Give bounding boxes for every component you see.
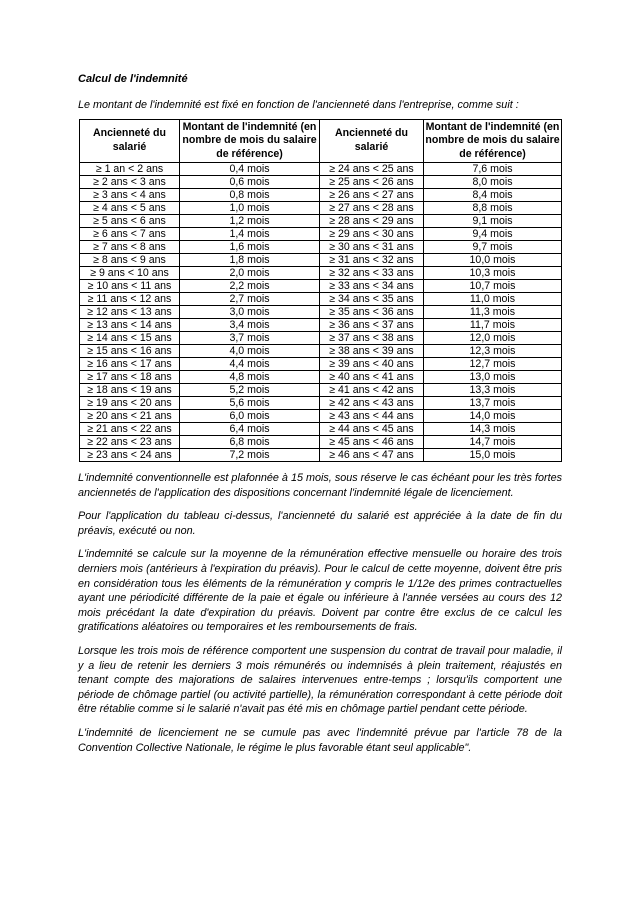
table-row [80,280,562,293]
seniority-cell: ≥ 24 ans < 25 ans [320,163,424,176]
amount-cell: 4,0 mois [180,345,320,358]
section-title: Calcul de l'indemnité [78,73,188,85]
seniority-cell: ≥ 15 ans < 16 ans [80,345,180,358]
body-paragraph: L'indemnité conventionnelle est plafonnée à 15 mois, sous réserve le cas échéant pour les très fortes anciennetés de l'application des dispositions concernant l'indemnité légale de licenciement. [78,472,562,499]
amount-cell: 12,3 mois [424,345,562,358]
seniority-cell: ≥ 37 ans < 38 ans [320,332,424,345]
seniority-cell: ≥ 38 ans < 39 ans [320,345,424,358]
amount-cell: 1,8 mois [180,254,320,267]
table-row [80,397,562,410]
table-row [80,293,562,306]
seniority-cell: ≥ 18 ans < 19 ans [80,384,180,397]
table-row [80,176,562,189]
seniority-cell: ≥ 31 ans < 32 ans [320,254,424,267]
header-amount-left: Montant de l'indemnité (en nombre de mois du salaire de référence) [180,119,320,163]
amount-cell: 3,4 mois [180,319,320,332]
header-seniority-left: Ancienneté du salarié [80,119,180,163]
seniority-cell: ≥ 4 ans < 5 ans [80,202,180,215]
body-paragraph: Pour l'application du tableau ci-dessus, l'ancienneté du salarié est appréciée à la date de fin du préavis, exécuté ou non. [78,510,562,537]
amount-cell: 6,8 mois [180,436,320,449]
table-header-row [80,119,562,163]
table-row [80,228,562,241]
table-row [80,358,562,371]
seniority-cell: ≥ 34 ans < 35 ans [320,293,424,306]
amount-cell: 11,0 mois [424,293,562,306]
amount-cell: 10,3 mois [424,267,562,280]
seniority-cell: ≥ 42 ans < 43 ans [320,397,424,410]
amount-cell: 1,0 mois [180,202,320,215]
body-paragraph: L'indemnité de licenciement ne se cumule pas avec l'indemnité prévue par l'article 78 de la Convention Collective Nationale, le régime le plus favorable étant seul applicable". [78,727,562,754]
table-row [80,241,562,254]
amount-cell: 12,7 mois [424,358,562,371]
amount-cell: 14,3 mois [424,423,562,436]
table-row [80,410,562,423]
amount-cell: 13,7 mois [424,397,562,410]
amount-cell: 7,6 mois [424,163,562,176]
seniority-cell: ≥ 36 ans < 37 ans [320,319,424,332]
amount-cell: 14,7 mois [424,436,562,449]
table-row [80,332,562,345]
seniority-cell: ≥ 17 ans < 18 ans [80,371,180,384]
header-amount-right: Montant de l'indemnité (en nombre de mois du salaire de référence) [424,119,562,163]
amount-cell: 5,6 mois [180,397,320,410]
seniority-cell: ≥ 41 ans < 42 ans [320,384,424,397]
amount-cell: 11,3 mois [424,306,562,319]
table-row [80,423,562,436]
seniority-cell: ≥ 45 ans < 46 ans [320,436,424,449]
seniority-cell: ≥ 13 ans < 14 ans [80,319,180,332]
table-row [80,163,562,176]
seniority-cell: ≥ 40 ans < 41 ans [320,371,424,384]
amount-cell: 2,0 mois [180,267,320,280]
seniority-cell: ≥ 28 ans < 29 ans [320,215,424,228]
table-row [80,254,562,267]
table-row [80,202,562,215]
amount-cell: 3,0 mois [180,306,320,319]
body-paragraph: L'indemnité se calcule sur la moyenne de la rémunération effective mensuelle ou horaire des trois derniers mois (antérieurs à l'expiration du préavis). Pour le calcul de cette moyenne, doivent être pris en considération tous les éléments de la rémunération y compris le 1/12e des primes contractuelles ayant une périodicité différente de la paie et égale ou inférieure à l'année versées au cours des 12 mois précédant la date d'expiration du préavis. Doivent par contre être exclus de ce calcul les gratifications aléatoires ou temporaires et les remboursements de frais. [78,548,562,634]
seniority-cell: ≥ 14 ans < 15 ans [80,332,180,345]
seniority-cell: ≥ 23 ans < 24 ans [80,449,180,462]
amount-cell: 1,4 mois [180,228,320,241]
seniority-cell: ≥ 19 ans < 20 ans [80,397,180,410]
table-body [80,163,562,462]
seniority-cell: ≥ 35 ans < 36 ans [320,306,424,319]
seniority-cell: ≥ 27 ans < 28 ans [320,202,424,215]
table-row [80,384,562,397]
seniority-cell: ≥ 5 ans < 6 ans [80,215,180,228]
seniority-cell: ≥ 7 ans < 8 ans [80,241,180,254]
seniority-cell: ≥ 12 ans < 13 ans [80,306,180,319]
table-row [80,189,562,202]
amount-cell: 12,0 mois [424,332,562,345]
amount-cell: 14,0 mois [424,410,562,423]
body-paragraph: Lorsque les trois mois de référence comportent une suspension du contrat de travail pour maladie, il y a lieu de retenir les derniers 3 mois rémunérés ou indemnisés à plein traitement, réajustés en tenant compte des majorations de salaires intervenues entre-temps ; lorsqu'ils comportent une période de chômage partiel (ou activité partielle), la rémunération correspondant à cette période doit être rétablie comme si le salarié n'avait pas été mis en chômage partiel pendant cette période. [78,645,562,716]
table-row [80,267,562,280]
seniority-cell: ≥ 10 ans < 11 ans [80,280,180,293]
amount-cell: 13,3 mois [424,384,562,397]
intro-paragraph: Le montant de l'indemnité est fixé en fonction de l'ancienneté dans l'entreprise, comme suit : [78,99,519,111]
header-seniority-right: Ancienneté du salarié [320,119,424,163]
amount-cell: 6,0 mois [180,410,320,423]
seniority-cell: ≥ 39 ans < 40 ans [320,358,424,371]
seniority-cell: ≥ 6 ans < 7 ans [80,228,180,241]
seniority-cell: ≥ 20 ans < 21 ans [80,410,180,423]
amount-cell: 15,0 mois [424,449,562,462]
amount-cell: 5,2 mois [180,384,320,397]
seniority-cell: ≥ 16 ans < 17 ans [80,358,180,371]
table-row [80,449,562,462]
seniority-cell: ≥ 32 ans < 33 ans [320,267,424,280]
amount-cell: 3,7 mois [180,332,320,345]
amount-cell: 8,8 mois [424,202,562,215]
table-row [80,436,562,449]
seniority-cell: ≥ 30 ans < 31 ans [320,241,424,254]
seniority-cell: ≥ 1 an < 2 ans [80,163,180,176]
amount-cell: 0,6 mois [180,176,320,189]
amount-cell: 9,7 mois [424,241,562,254]
seniority-cell: ≥ 22 ans < 23 ans [80,436,180,449]
amount-cell: 6,4 mois [180,423,320,436]
amount-cell: 1,6 mois [180,241,320,254]
amount-cell: 8,0 mois [424,176,562,189]
document-page [78,60,562,755]
seniority-cell: ≥ 43 ans < 44 ans [320,410,424,423]
amount-cell: 4,4 mois [180,358,320,371]
amount-cell: 0,4 mois [180,163,320,176]
seniority-cell: ≥ 25 ans < 26 ans [320,176,424,189]
indemnity-table [79,119,562,463]
seniority-cell: ≥ 44 ans < 45 ans [320,423,424,436]
amount-cell: 13,0 mois [424,371,562,384]
seniority-cell: ≥ 21 ans < 22 ans [80,423,180,436]
seniority-cell: ≥ 33 ans < 34 ans [320,280,424,293]
amount-cell: 7,2 mois [180,449,320,462]
seniority-cell: ≥ 8 ans < 9 ans [80,254,180,267]
amount-cell: 8,4 mois [424,189,562,202]
seniority-cell: ≥ 9 ans < 10 ans [80,267,180,280]
amount-cell: 10,7 mois [424,280,562,293]
table-row [80,371,562,384]
table-row [80,306,562,319]
amount-cell: 0,8 mois [180,189,320,202]
seniority-cell: ≥ 46 ans < 47 ans [320,449,424,462]
amount-cell: 4,8 mois [180,371,320,384]
seniority-cell: ≥ 3 ans < 4 ans [80,189,180,202]
body-paragraphs [78,471,562,755]
seniority-cell: ≥ 11 ans < 12 ans [80,293,180,306]
seniority-cell: ≥ 26 ans < 27 ans [320,189,424,202]
amount-cell: 2,7 mois [180,293,320,306]
table-row [80,215,562,228]
amount-cell: 9,1 mois [424,215,562,228]
amount-cell: 2,2 mois [180,280,320,293]
table-row [80,319,562,332]
amount-cell: 1,2 mois [180,215,320,228]
table-row [80,345,562,358]
amount-cell: 10,0 mois [424,254,562,267]
amount-cell: 9,4 mois [424,228,562,241]
seniority-cell: ≥ 2 ans < 3 ans [80,176,180,189]
amount-cell: 11,7 mois [424,319,562,332]
seniority-cell: ≥ 29 ans < 30 ans [320,228,424,241]
